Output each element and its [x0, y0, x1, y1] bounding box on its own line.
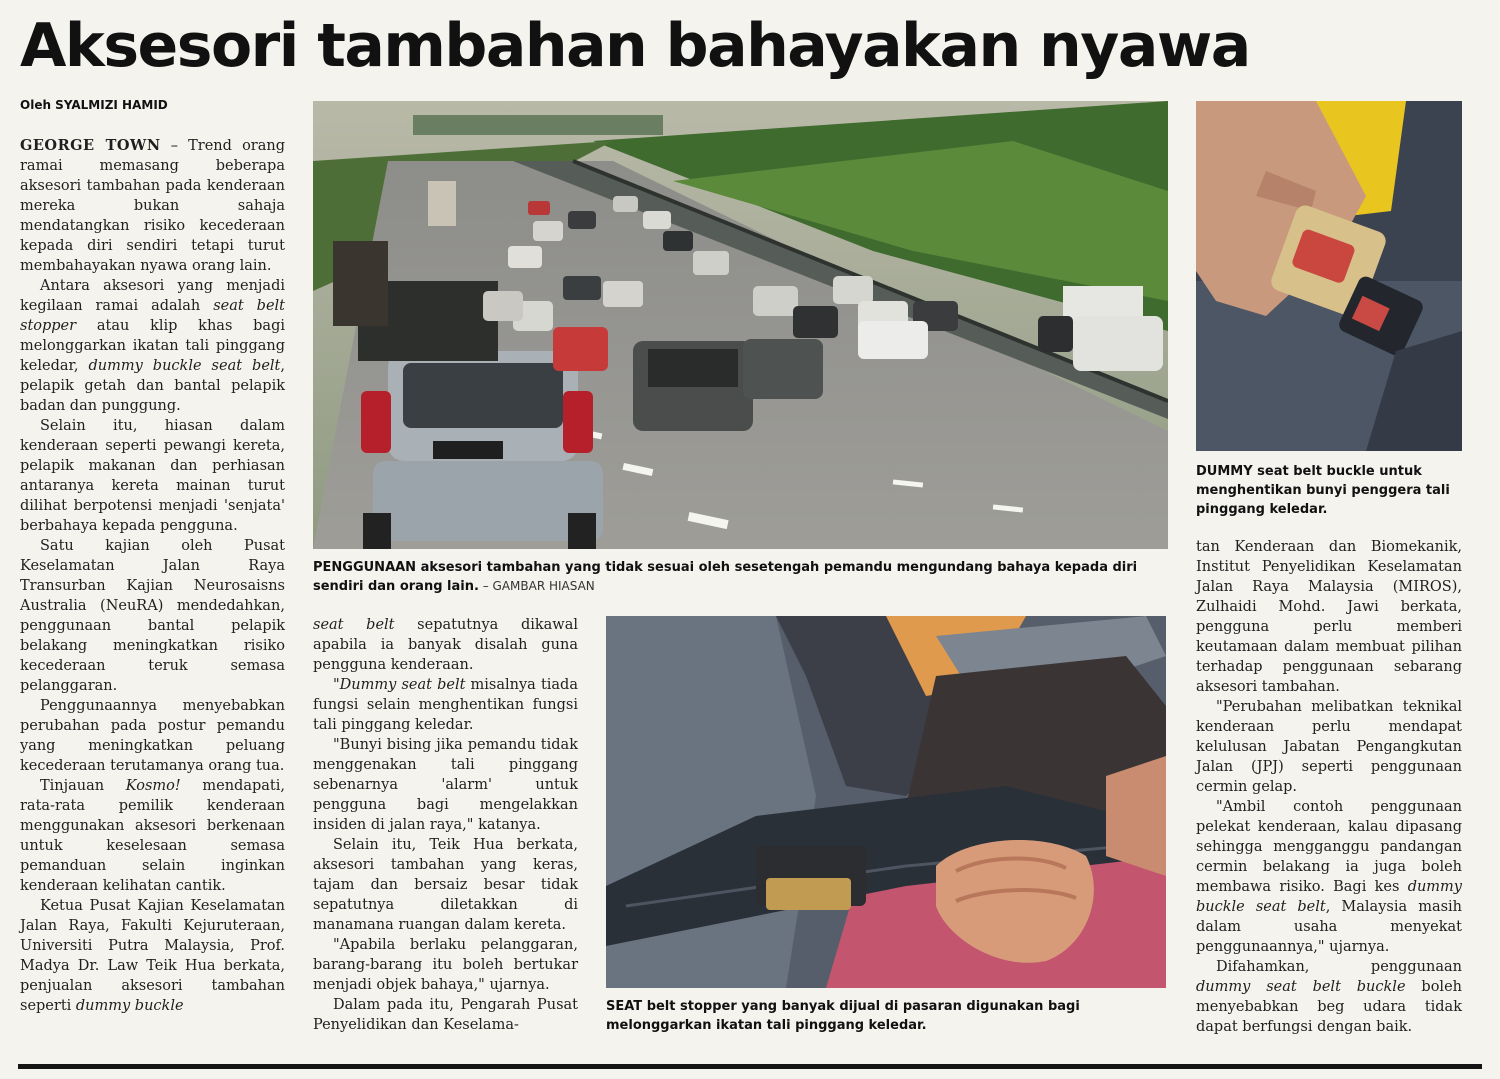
- headline: Aksesori tambahan bahayakan nyawa: [20, 11, 1250, 81]
- seat-belt-stopper-caption: SEAT belt stopper yang banyak dijual di pasaran digunakan bagi melonggarkan ikatan tali pinggang keledar.: [606, 999, 1080, 1033]
- paragraph-2: Antara aksesori yang menjadi kegilaan ramai adalah seat belt stopper atau klip khas bagi melonggarkan ikatan tali pinggang keledar, dummy buckle seat belt, pelapik getah dan bantal pelapik badan dan punggung.: [20, 278, 285, 414]
- dateline: GEORGE TOWN: [20, 137, 161, 154]
- paragraph-11: Selain itu, Teik Hua berkata, aksesori tambahan yang keras, tajam dan bersaiz besar tidak sepatutnya diletakkan di manamana ruangan dalam kereta.: [313, 837, 578, 933]
- article-column-1: [20, 136, 285, 1016]
- highway-photo: [313, 101, 1168, 549]
- article-column-2: [313, 615, 578, 1035]
- paragraph-1: GEORGE TOWN – Trend orang ramai memasang beberapa aksesori tambahan pada kenderaan mereka bukan sahaja mendatangkan risiko kecederaan kepada diri sendiri tetapi turut membahayakan nyawa orang lain.: [20, 137, 285, 274]
- paragraph-10: "Bunyi bising jika pemandu tidak menggenakan tali pinggang sebenarnya 'alarm' untuk pengguna bagi mengelakkan insiden di jalan raya," katanya.: [313, 737, 578, 833]
- paragraph-9: "Dummy seat belt misalnya tiada fungsi selain menghentikan fungsi tali pinggang keledar.: [313, 677, 578, 733]
- seat-belt-stopper-photo: [606, 616, 1166, 988]
- paragraph-15: "Perubahan melibatkan teknikal kenderaan perlu mendapat kelulusan Jabatan Pengangkutan Jalan (JPJ) seperti penggunaan cermin gelap.: [1196, 699, 1462, 795]
- paragraph-3: Selain itu, hiasan dalam kenderaan seperti pewangi kereta, pelapik makanan dan perhiasan antaranya kereta mainan turut dilihat berpotensi menjadi 'senjata' berbahaya kepada pengguna.: [20, 418, 285, 534]
- paragraph-4: Satu kajian oleh Pusat Keselamatan Jalan Raya Transurban Kajian Neurosaisns Australia (NeuRA) mendedahkan, penggunaan bantal pelapik belakang meningkatkan risiko kecederaan teruk semasa pelanggaran.: [20, 538, 285, 694]
- highway-photo-caption: PENGGUNAAN aksesori tambahan yang tidak sesuai oleh sesetengah pemandu mengundang bahaya kepada diri sendiri dan orang lain. – GAMBAR HIASAN: [313, 560, 1138, 594]
- dummy-buckle-caption: DUMMY seat belt buckle untuk menghentikan bunyi penggera tali pinggang keledar.: [1196, 464, 1450, 517]
- paragraph-6: Tinjauan Kosmo! mendapati, rata-rata pemilik kenderaan menggunakan aksesori berkenaan untuk keselesaan semasa pemanduan selain inginkan kenderaan kelihatan cantik.: [20, 778, 285, 894]
- paragraph-12: "Apabila berlaku pelanggaran, barang-barang itu boleh bertukar menjadi objek bahaya," ujarnya.: [313, 937, 578, 993]
- paragraph-17: Difahamkan, penggunaan dummy seat belt buckle boleh menyebabkan beg udara tidak dapat berfungsi dengan baik.: [1196, 959, 1462, 1035]
- paragraph-13: Dalam pada itu, Pengarah Pusat Penyelidikan dan Keselama-: [313, 997, 578, 1033]
- paragraph-16: "Ambil contoh penggunaan pelekat kenderaan, kalau dipasang sehingga mengganggu pandangan cermin belakang ia juga boleh membawa risiko. Bagi kes dummy buckle seat belt, Malaysia masih dalam usaha menyekat penggunaannya," ujarnya.: [1196, 799, 1462, 955]
- byline: Oleh SYALMIZI HAMID: [20, 98, 168, 112]
- article-column-3: [1196, 537, 1462, 1037]
- dummy-buckle-photo: [1196, 101, 1462, 451]
- paragraph-7: Ketua Pusat Kajian Keselamatan Jalan Raya, Fakulti Kejuruteraan, Universiti Putra Malaysia, Prof. Madya Dr. Law Teik Hua berkata, penjualan aksesori tambahan seperti dummy buckle: [20, 898, 285, 1014]
- paragraph-8: seat belt sepatutnya dikawal apabila ia banyak disalah guna pengguna kenderaan.: [313, 617, 578, 673]
- paragraph-14: tan Kenderaan dan Biomekanik, Institut Penyelidikan Keselamatan Jalan Raya Malaysia (MIROS), Zulhaidi Mohd. Jawi berkata, pengguna perlu memberi keutamaan dalam membuat pilihan terhadap penggunaan sebarang aksesori tambahan.: [1196, 539, 1462, 695]
- paragraph-5: Penggunaannya menyebabkan perubahan pada postur pemandu yang meningkatkan peluang kecederaan terutamanya orang tua.: [20, 698, 285, 774]
- bottom-rule: [18, 1064, 1482, 1069]
